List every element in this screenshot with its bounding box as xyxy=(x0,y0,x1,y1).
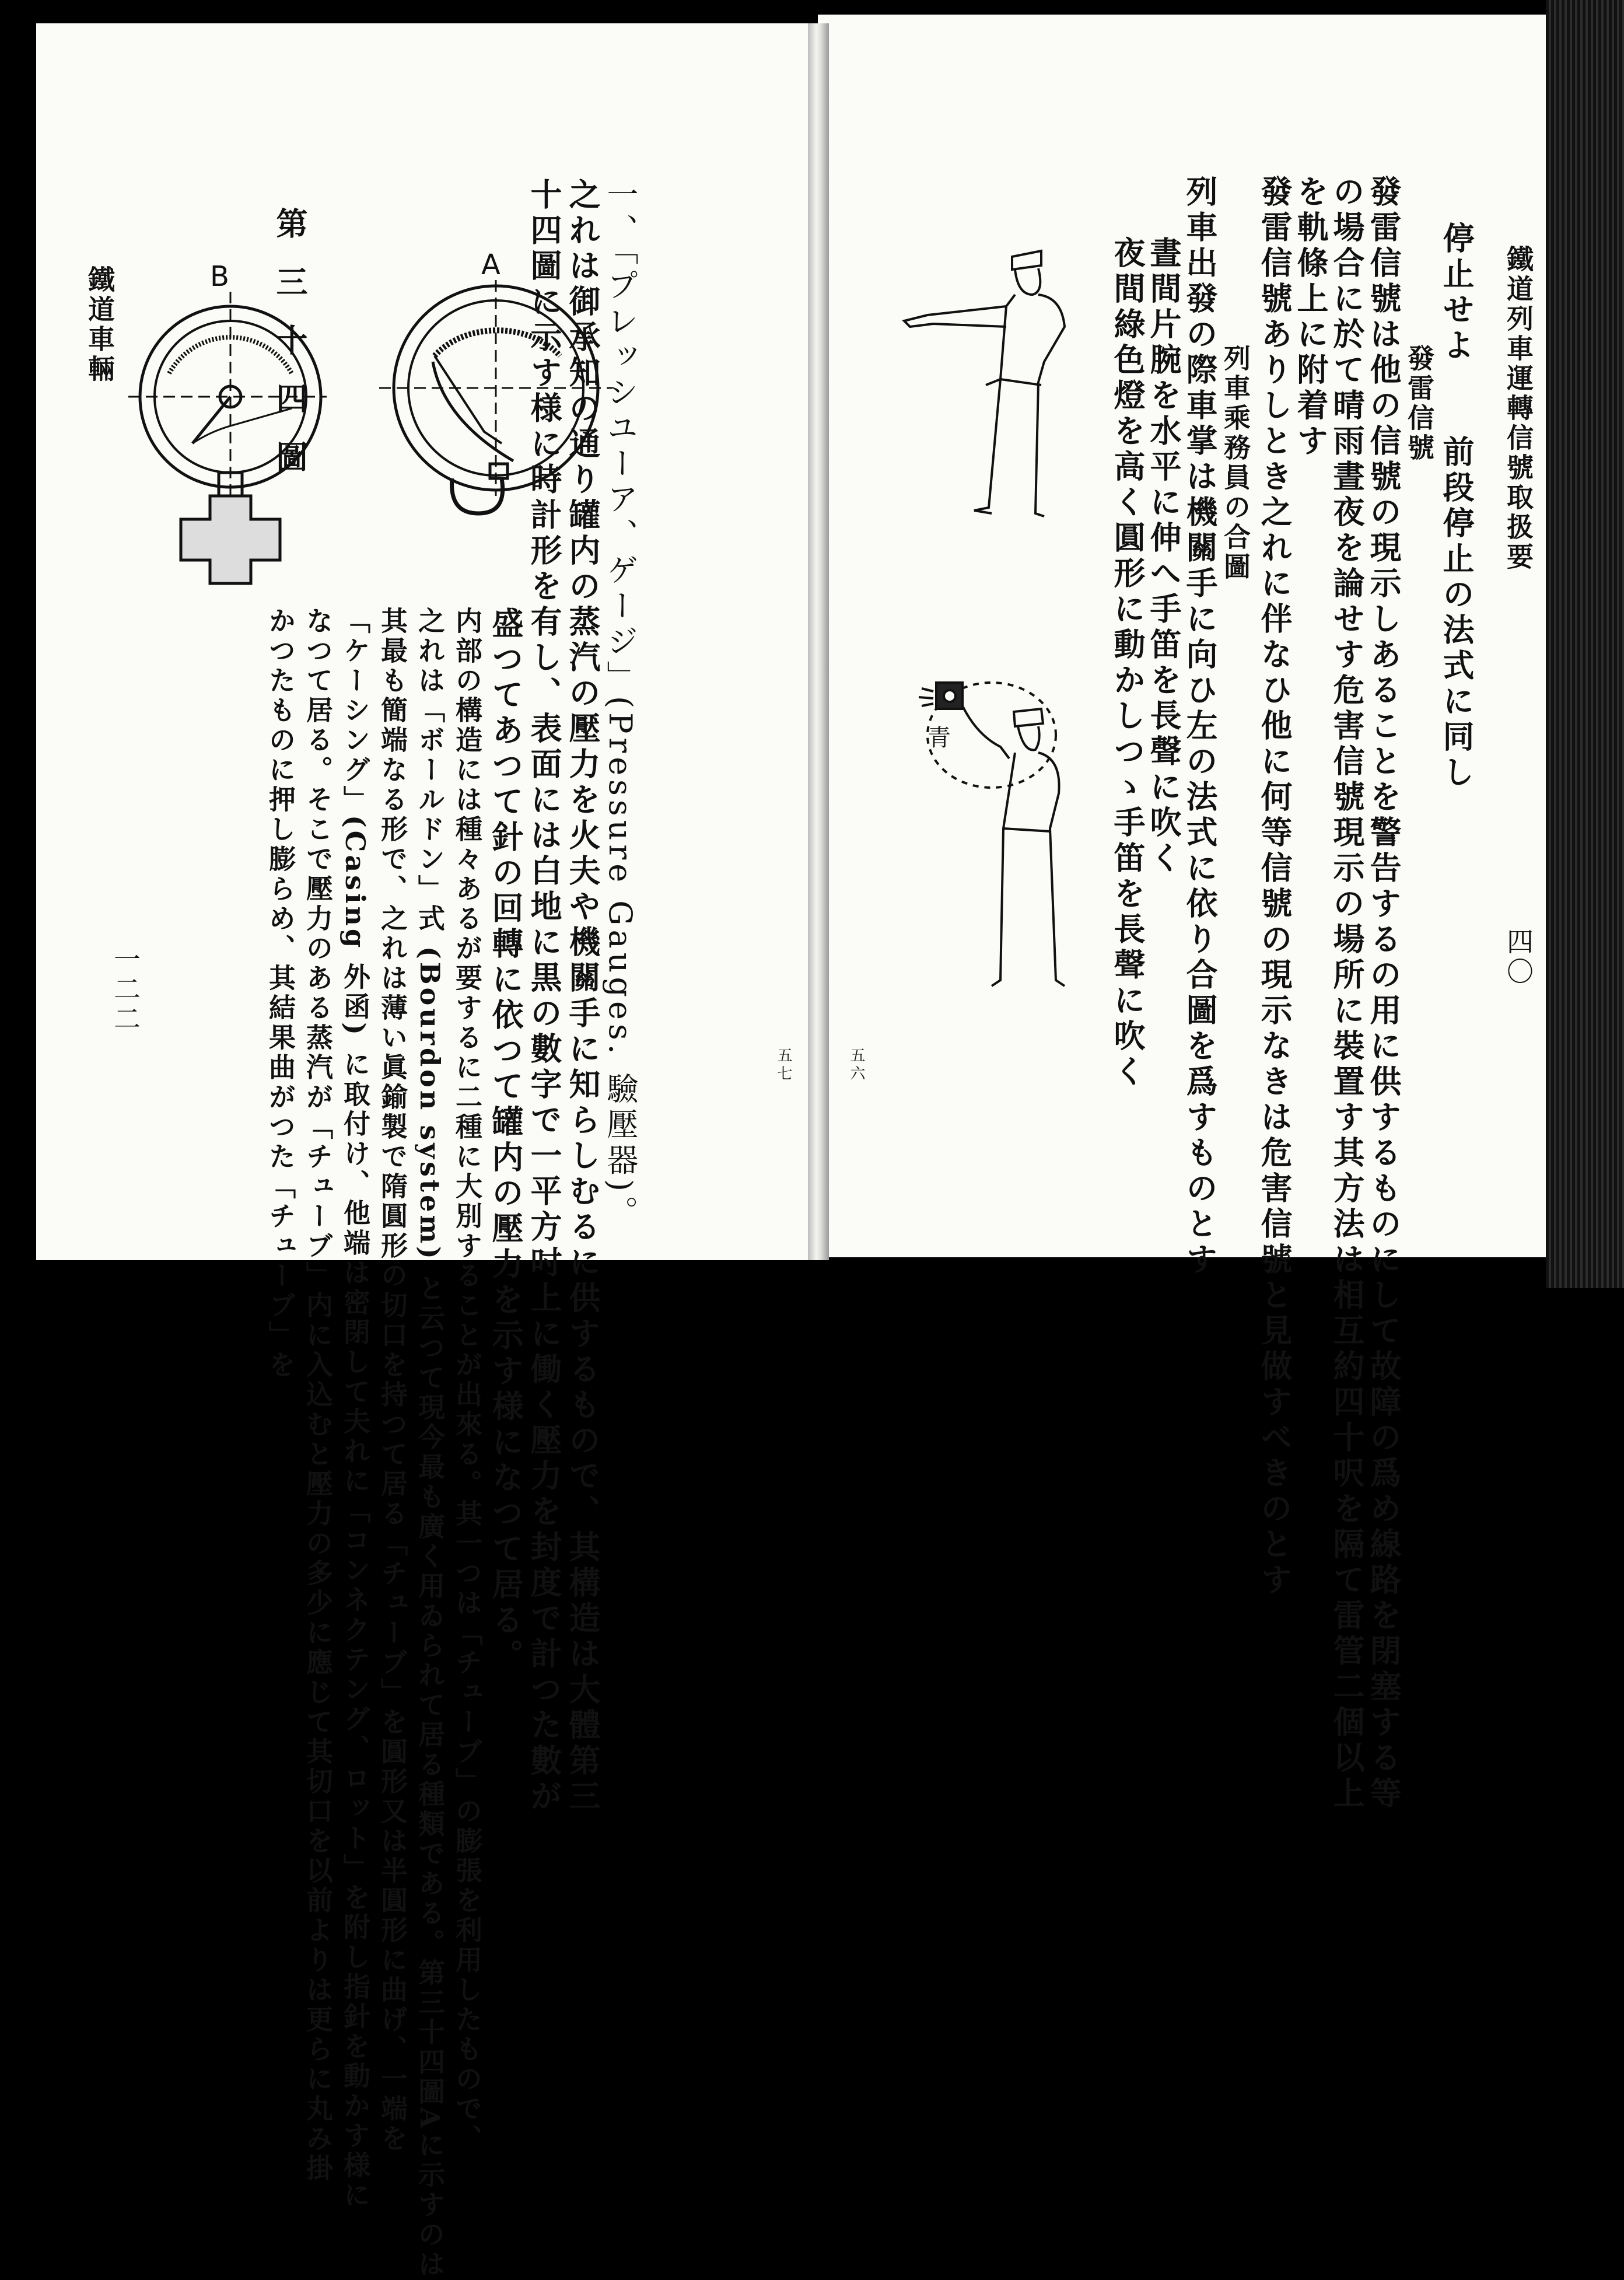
right-column-6: 發雷信號ありしとき之れに伴なひ他に何等信號の現示なきは危害信號と見做すべきのとす xyxy=(1256,175,1293,1599)
right-column-1: 停止せよ 前段停止の法式に同し xyxy=(1438,222,1475,791)
left-outer-page-number: 五七 xyxy=(775,1047,792,1083)
right-column-5: を軌條上に附着す xyxy=(1292,175,1329,460)
left-running-header: 鐵道車輛 xyxy=(84,265,116,384)
gauge-b-label: B xyxy=(210,260,233,293)
right-outer-page-number: 五六 xyxy=(848,1047,865,1083)
right-column-4: の場合に於て晴雨晝夜を論せす危害信號現示の場所に裝置す其方法は相互約四十呎を隔て雷管二個以上 xyxy=(1328,175,1366,1812)
body-column-7: 其最も簡端なる形で、之れは薄い眞鍮製で隋圓形の切口を持つて居る「チューブ」を圓形又は半圓形に曲げ、一端を xyxy=(377,607,408,2154)
gauge-a-label: A xyxy=(481,249,505,281)
figure-title: 第三十四圖 xyxy=(271,207,309,499)
left-page-number: 一二二 xyxy=(110,945,141,1034)
right-column-9: 晝間片腕を水平に伸へ手笛を長聲に吹く xyxy=(1145,236,1182,877)
right-running-header: 鐵道列車運轉信號取扱要 xyxy=(1503,245,1534,572)
right-column-7: 列車乘務員の合圖 xyxy=(1220,344,1251,582)
body-column-5: 内部の構造には種々あるが要するに二種に大別することが出來る。其一つは「チューブ」の膨張を利用したもので、 xyxy=(452,607,483,2154)
conductor-arm-figure xyxy=(904,251,1065,516)
lamp-color-annotation: 青 xyxy=(928,725,955,751)
body-column-8: 「ケーシング」(Casing 外函) に取付け、他端は密閉して夫れに「コンネクテング、ロット」を附し指針を動かす様に xyxy=(340,607,371,2211)
body-column-10: かつたものに押し膨らめ、其結果曲がつた「チューブ」を xyxy=(265,607,296,1380)
body-column-1: 一、「プレッシユーア、ゲージ」(Pressure Gauges. 驗壓器)。 xyxy=(602,178,639,1232)
body-column-6: 之れは「ボールドン」式 (Bourdon system) と云つて現今最も廣く用ゐられて居る種類である。第三十四圖Aに示すのは xyxy=(414,607,446,2280)
right-column-8: 列車出發の際車掌は機關手に向ひ左の法式に依り合圖を爲すものとす xyxy=(1181,175,1219,1278)
right-column-10: 夜間綠色燈を高く圓形に動かしつゝ手笛を長聲に吹く xyxy=(1109,236,1146,1090)
right-page-number: 四〇 xyxy=(1503,928,1534,987)
right-column-3: 發雷信號は他の信號の現示しあることを警告するの用に供するものにして故障の爲め線路を閉塞する等 xyxy=(1365,175,1402,1812)
right-column-2: 發雷信號 xyxy=(1404,344,1435,463)
body-column-3: 十四圖に示す様に時計形を有し、表面には白地に黒の數字で一平方吋上に働く壓力を封度で計つた數が xyxy=(526,178,563,1815)
body-column-2: 之れは御承知の通り罐内の蒸汽の壓力を火夫や機關手に知らしむるに供するもので、其構造は大體第三 xyxy=(564,178,601,1815)
body-column-4: 盛つてあつて針の回轉に依つて罐内の壓力を示す様になつて居る。 xyxy=(487,607,524,1674)
body-column-9: なつて居る。そこで壓力のある蒸汽が「チューブ」内に入込むと壓力の多少に應じて其切口を以前よりは更らに丸み掛 xyxy=(302,607,334,2184)
